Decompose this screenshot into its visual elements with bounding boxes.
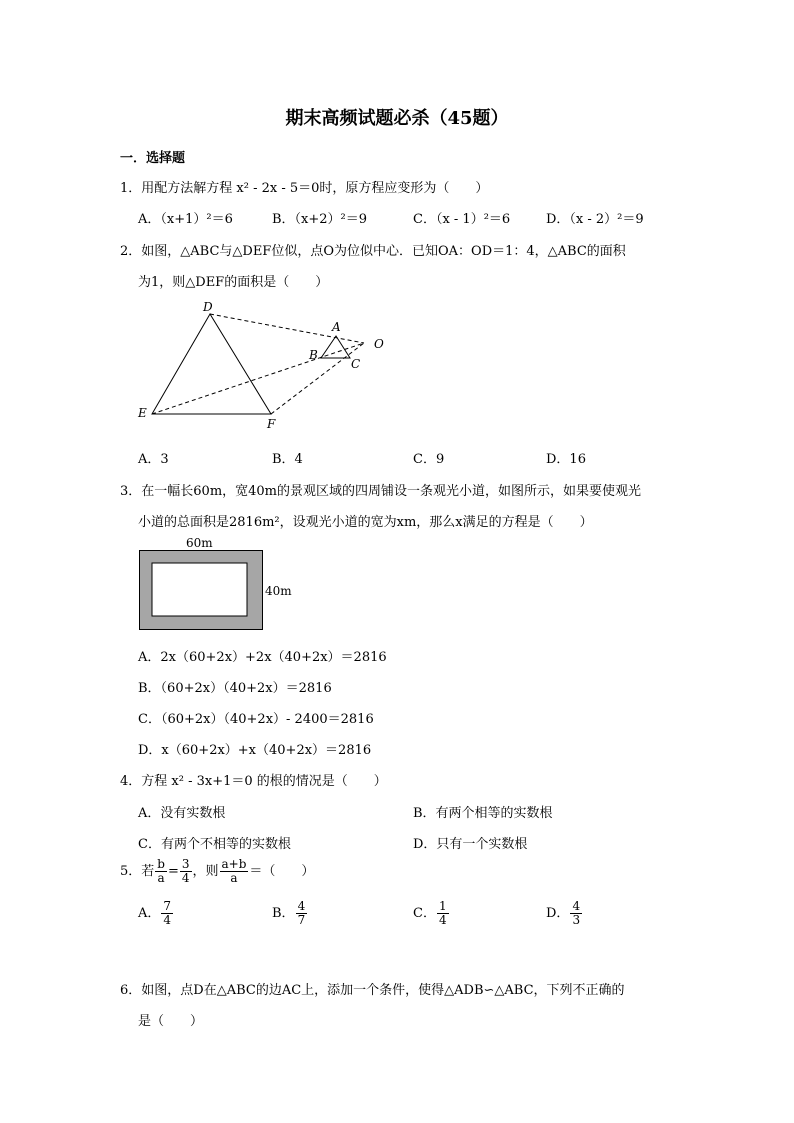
ray-od	[210, 314, 364, 343]
q2-choice-c: C．9	[413, 452, 445, 467]
q4-choice-c: C．有两个不相等的实数根	[138, 837, 291, 852]
scenic-area	[152, 563, 247, 616]
q1-choice-b: B．（x+2）²＝9	[272, 212, 368, 227]
question-2-stem-line1: 2．如图，△ABC与△DEF位似，点O为位似中心．已知OA：OD＝1：4，△ABC的面积	[120, 244, 626, 259]
q3-choice-c: C．（60+2x）（40+2x）- 2400＝2816	[138, 712, 374, 727]
page-title: 期末高频试题必杀（45题）	[285, 108, 509, 129]
label-o: O	[374, 337, 384, 351]
label-b: B	[309, 348, 318, 362]
label-d: D	[203, 300, 213, 314]
q1-choice-a: A．（x+1）²＝6	[138, 212, 233, 227]
walkway-figure	[139, 550, 263, 630]
question-6-stem-line1: 6．如图，点D在△ABC的边AC上，添加一个条件，使得△ADB∽△ABC，下列不正确的	[120, 983, 625, 998]
q4-choice-d: D．只有一个实数根	[413, 837, 528, 852]
ray-oe	[152, 343, 364, 414]
q5-fraction-sum-over-a: $\frac{a+b}{a}$	[221, 857, 247, 885]
q5-fraction-3-over-4: $\frac{3}{4}$	[181, 857, 190, 885]
triangle-abc	[321, 336, 350, 358]
figure-length-label: 60m	[186, 536, 213, 550]
question-6-stem-line2: 是（ ）	[138, 1014, 204, 1029]
q2-choice-a: A．3	[138, 452, 169, 467]
q1-choice-d: D．（x - 2）²＝9	[546, 212, 644, 227]
q2-choice-d: D．16	[546, 452, 586, 467]
q2-choice-b: B．4	[272, 452, 303, 467]
question-4-stem: 4．方程 x² - 3x+1＝0 的根的情况是（ ）	[120, 774, 387, 789]
q1-choice-c: C．（x - 1）²＝6	[413, 212, 511, 227]
label-e: E	[138, 406, 147, 420]
q5-fraction-b-over-a: $\frac{b}{a}$	[157, 857, 165, 885]
label-c: C	[351, 357, 361, 371]
question-3-stem-line2: 小道的总面积是2816m²，设观光小道的宽为xm，那么x满足的方程是（ ）	[138, 515, 593, 530]
q5-choice-c: C． $\frac{1}{4}$	[413, 899, 447, 927]
question-2-stem-line2: 为1，则△DEF的面积是（ ）	[138, 275, 329, 290]
q4-choice-b: B．有两个相等的实数根	[413, 806, 553, 821]
q3-choice-d: D．x（60+2x）+x（40+2x）＝2816	[138, 743, 372, 758]
section-heading: 一．选择题	[120, 151, 186, 166]
q3-choice-b: B．（60+2x）（40+2x）＝2816	[138, 681, 332, 696]
q5-choice-d: D． $\frac{4}{3}$	[546, 899, 581, 927]
homothety-figure	[130, 298, 400, 433]
q5-choice-a: A． $\frac{7}{4}$	[138, 899, 172, 927]
figure-width-label: 40m	[265, 584, 292, 598]
q4-choice-a: A．没有实数根	[138, 806, 226, 821]
triangle-def	[152, 314, 271, 414]
label-f: F	[267, 417, 276, 431]
question-5-stem: 5．若 $\frac{b}{a}$ = $\frac{3}{4}$ ，则 $\frac{a+b}{a}$ ＝（ ）	[120, 857, 315, 885]
question-3-stem-line1: 3．在一幅长60m，宽40m的景观区域的四周铺设一条观光小道，如图所示，如果要使观光	[120, 484, 642, 499]
question-1-stem: 1．用配方法解方程 x² - 2x - 5＝0时，原方程应变形为（ ）	[120, 181, 489, 196]
q5-prefix: 5．若	[120, 864, 155, 879]
q3-choice-a: A．2x（60+2x）+2x（40+2x）＝2816	[138, 650, 387, 665]
q5-choice-b: B． $\frac{4}{7}$	[272, 899, 306, 927]
label-a: A	[332, 320, 341, 334]
